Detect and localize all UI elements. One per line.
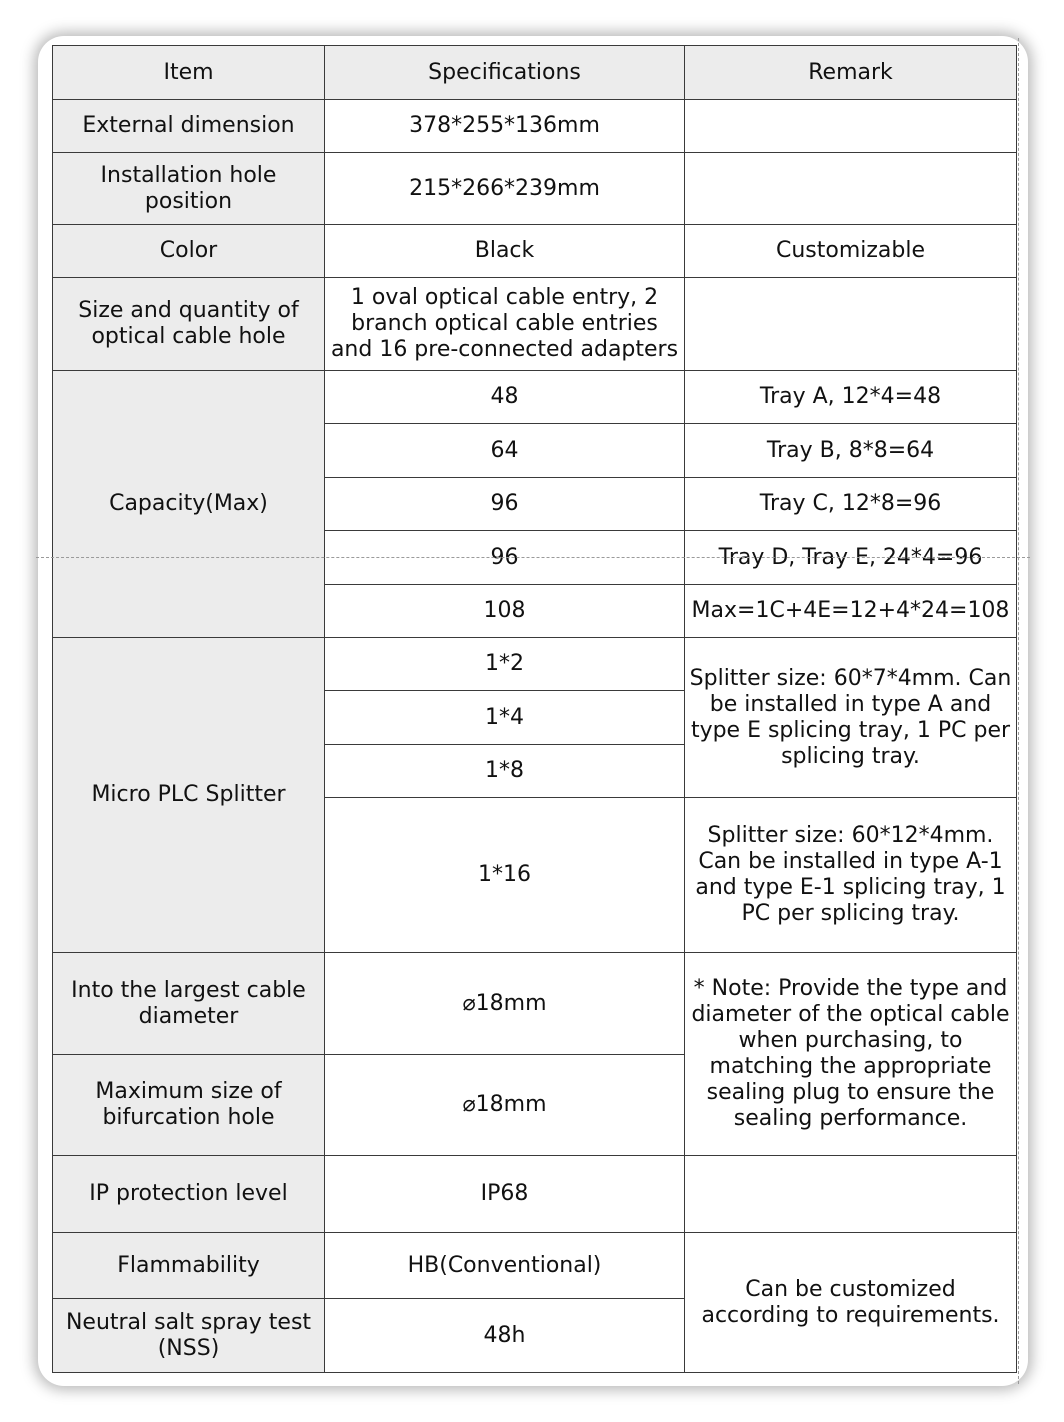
item-cell: Size and quantity of optical cable hole (53, 278, 325, 371)
remark-cell (685, 278, 1017, 371)
spec-cell: 378*255*136mm (325, 100, 685, 153)
remark-cell: Tray D, Tray E, 24*4=96 (685, 531, 1017, 585)
table-row (53, 1156, 1017, 1233)
spec-cell: 215*266*239mm (325, 153, 685, 225)
item-cell: IP protection level (53, 1156, 325, 1233)
remark-cell (685, 100, 1017, 153)
table-row (53, 953, 1017, 1055)
remark-cell: Splitter size: 60*12*4mm. Can be installed in type A-1 and type E-1 splicing tray, 1 PC per splicing tray. (685, 798, 1017, 953)
header-row (53, 46, 1017, 100)
spec-cell: 1*8 (325, 745, 685, 798)
spec-cell: 1 oval optical cable entry, 2 branch optical cable entries and 16 pre-connected adapters (325, 278, 685, 371)
vertical-guide-line (1018, 38, 1019, 1384)
table-row (53, 153, 1017, 225)
item-cell: External dimension (53, 100, 325, 153)
item-cell: Neutral salt spray test (NSS) (53, 1299, 325, 1373)
spec-cell: IP68 (325, 1156, 685, 1233)
spec-cell: 1*4 (325, 691, 685, 745)
spec-cell: 48h (325, 1299, 685, 1373)
horizontal-guide-line (36, 557, 1030, 558)
table-row (53, 638, 1017, 691)
item-cell: Capacity(Max) (53, 371, 325, 638)
specification-table (52, 45, 1017, 1373)
remark-cell: Can be customized according to requirements. (685, 1233, 1017, 1373)
item-cell: Flammability (53, 1233, 325, 1299)
item-cell: Color (53, 225, 325, 278)
spec-cell: 96 (325, 531, 685, 585)
remark-cell: Max=1C+4E=12+4*24=108 (685, 585, 1017, 638)
table-row (53, 100, 1017, 153)
spec-cell: 96 (325, 478, 685, 531)
table-row (53, 1233, 1017, 1299)
table-row (53, 371, 1017, 424)
item-cell: Installation hole position (53, 153, 325, 225)
spec-cell: HB(Conventional) (325, 1233, 685, 1299)
spec-cell: Black (325, 225, 685, 278)
item-cell: Maximum size of bifurcation hole (53, 1055, 325, 1156)
spec-cell: 1*16 (325, 798, 685, 953)
header-specifications: Specifications (325, 46, 685, 100)
spec-cell: ⌀18mm (325, 953, 685, 1055)
remark-cell: Customizable (685, 225, 1017, 278)
remark-cell: Tray C, 12*8=96 (685, 478, 1017, 531)
item-cell: Micro PLC Splitter (53, 638, 325, 953)
header-remark: Remark (685, 46, 1017, 100)
spec-cell: 64 (325, 424, 685, 478)
remark-cell: * Note: Provide the type and diameter of the optical cable when purchasing, to matching the appropriate sealing plug to ensure the sealing performance. (685, 953, 1017, 1156)
spec-cell: ⌀18mm (325, 1055, 685, 1156)
table-row (53, 278, 1017, 371)
header-item: Item (53, 46, 325, 100)
remark-cell: Splitter size: 60*7*4mm. Can be installed in type A and type E splicing tray, 1 PC per splicing tray. (685, 638, 1017, 798)
remark-cell: Tray B, 8*8=64 (685, 424, 1017, 478)
remark-cell (685, 1156, 1017, 1233)
remark-cell (685, 153, 1017, 225)
table-row (53, 225, 1017, 278)
item-cell: Into the largest cable diameter (53, 953, 325, 1055)
spec-cell: 1*2 (325, 638, 685, 691)
spec-cell: 108 (325, 585, 685, 638)
remark-cell: Tray A, 12*4=48 (685, 371, 1017, 424)
spec-cell: 48 (325, 371, 685, 424)
